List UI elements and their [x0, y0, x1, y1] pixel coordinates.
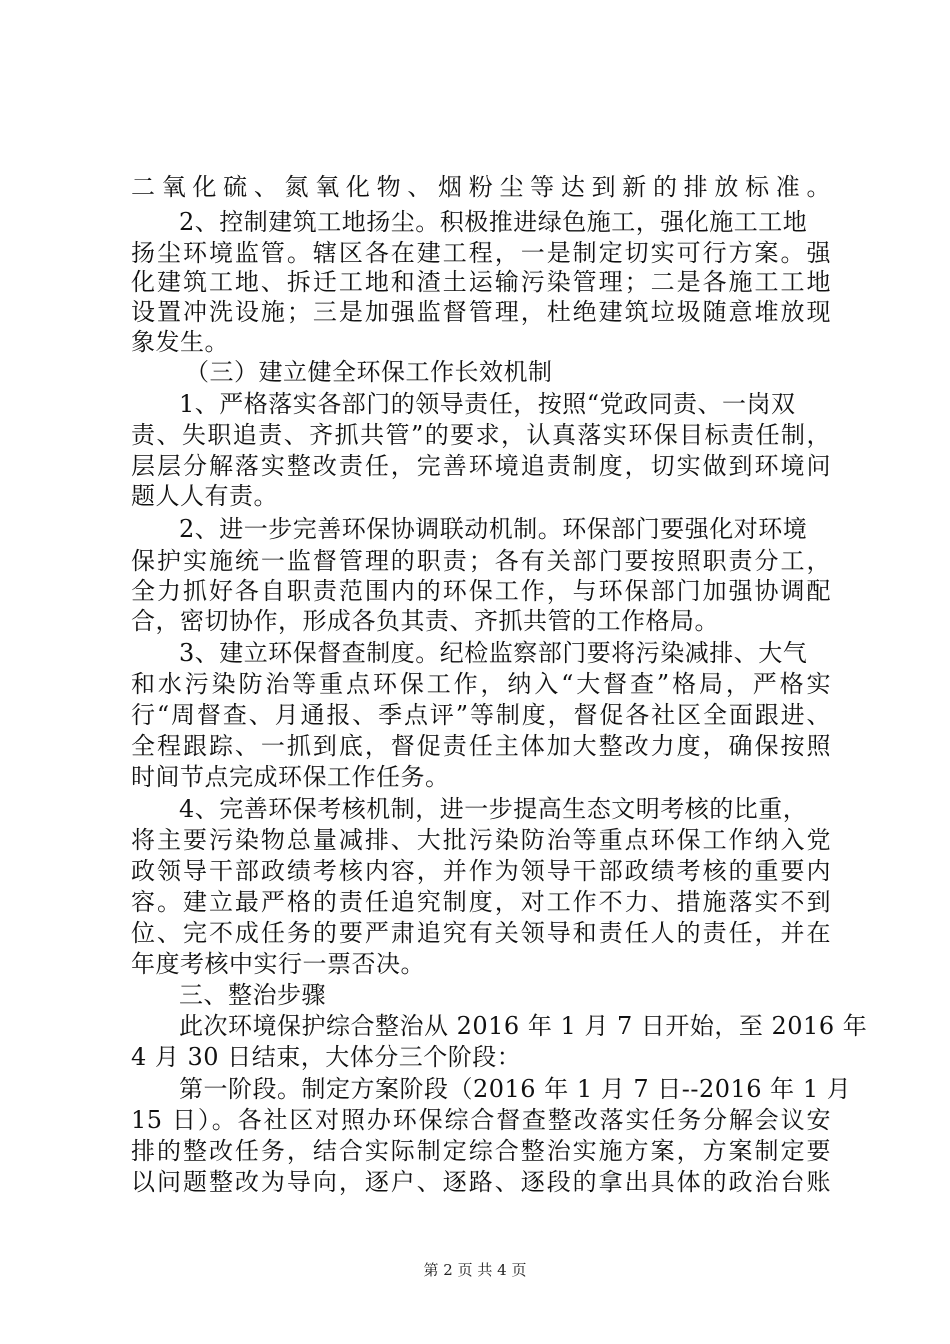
text-line: 化建筑工地、拆迁工地和渣土运输污染管理；二是各施工工地: [131, 268, 831, 296]
text-line: 将主要污染物总量减排、大批污染防治等重点环保工作纳入党: [131, 826, 831, 854]
text-line: 2、进一步完善环保协调联动机制。环保部门要强化对环境: [179, 515, 808, 543]
text-line: 全力抓好各自职责范围内的环保工作，与环保部门加强协调配: [131, 577, 831, 605]
text-line: 象发生。: [131, 328, 229, 356]
text-line: 4 月 30 日结束，大体分三个阶段：: [131, 1043, 522, 1071]
text-line: 以问题整改为导向，逐户、逐路、逐段的拿出具体的政治台账: [131, 1168, 831, 1196]
text-line: 和水污染防治等重点环保工作，纳入“大督查”格局，严格实: [131, 670, 831, 698]
text-line: 2、控制建筑工地扬尘。积极推进绿色施工，强化施工工地: [179, 208, 808, 236]
text-line: 容。建立最严格的责任追究制度，对工作不力、措施落实不到: [131, 888, 831, 916]
text-line: 15 日）。各社区对照办环保综合督查整改落实任务分解会议安: [131, 1106, 831, 1134]
section-heading: 三、整治步骤: [179, 981, 326, 1009]
page-number-footer: 第 2 页 共 4 页: [423, 1261, 527, 1279]
text-line: 二氧化硫、氮氧化物、烟粉尘等达到新的排放标准。: [131, 173, 831, 201]
text-line: 年度考核中实行一票否决。: [131, 950, 425, 978]
text-line: 3、建立环保督查制度。纪检监察部门要将污染减排、大气: [179, 639, 808, 667]
text-line: 行“周督查、月通报、季点评”等制度，督促各社区全面跟进、: [131, 701, 831, 729]
text-line: 1、严格落实各部门的领导责任，按照“党政同责、一岗双: [179, 390, 796, 418]
text-line: 4、完善环保考核机制，进一步提高生态文明考核的比重，: [179, 795, 808, 823]
text-line: 时间节点完成环保工作任务。: [131, 763, 450, 791]
text-line: 合，密切协作，形成各负其责、齐抓共管的工作格局。: [131, 607, 719, 635]
text-line: 第一阶段。制定方案阶段（2016 年 1 月 7 日--2016 年 1 月: [179, 1075, 852, 1103]
text-line: 扬尘环境监管。辖区各在建工程，一是制定切实可行方案。强: [131, 239, 831, 267]
text-line: 全程跟踪、一抓到底，督促责任主体加大整改力度，确保按照: [131, 732, 831, 760]
text-line: 保护实施统一监督管理的职责；各有关部门要按照职责分工，: [131, 547, 831, 575]
text-line: 层层分解落实整改责任，完善环境追责制度，切实做到环境问: [131, 452, 831, 480]
section-heading: （三）建立健全环保工作长效机制: [185, 358, 553, 386]
text-line: 责、失职追责、齐抓共管”的要求，认真落实环保目标责任制，: [131, 421, 831, 449]
text-line: 此次环境保护综合整治从 2016 年 1 月 7 日开始，至 2016 年: [179, 1012, 868, 1040]
text-line: 政领导干部政绩考核内容，并作为领导干部政绩考核的重要内: [131, 857, 831, 885]
text-line: 排的整改任务，结合实际制定综合整治实施方案，方案制定要: [131, 1137, 831, 1165]
text-line: 位、完不成任务的要严肃追究有关领导和责任人的责任，并在: [131, 919, 831, 947]
text-line: 设置冲洗设施；三是加强监督管理，杜绝建筑垃圾随意堆放现: [131, 298, 831, 326]
text-line: 题人人有责。: [131, 482, 278, 510]
